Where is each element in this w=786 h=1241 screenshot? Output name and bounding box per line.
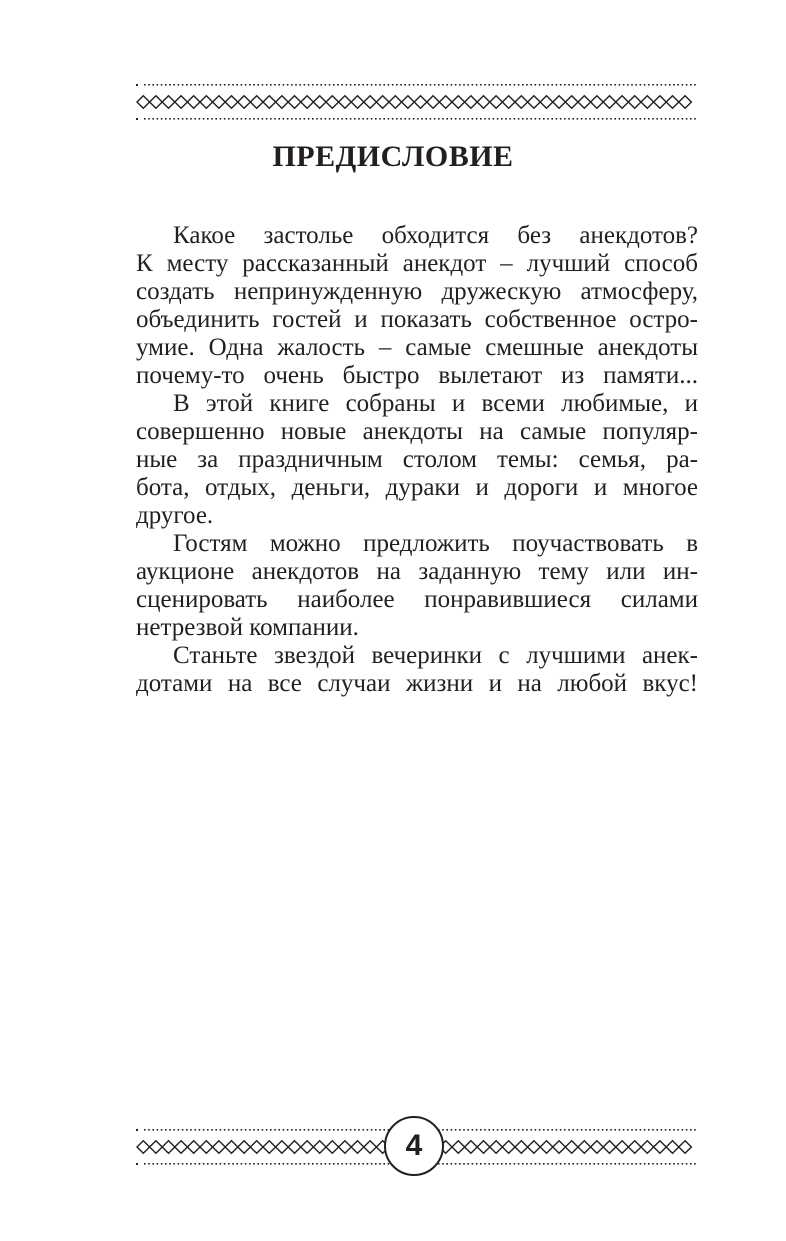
text-line: В этой книге собраны и всеми любимые, и [173, 390, 698, 417]
paragraph-3 [136, 530, 698, 642]
text-line: нетрезвой компании. [136, 614, 359, 641]
paragraph-1 [136, 222, 698, 390]
text-line: совершенно новые анекдоты на самые популяр- [136, 418, 698, 445]
page-number-badge [384, 1116, 444, 1176]
text-line: сценировать наиболее понравившиеся силами [136, 586, 698, 613]
text-line: создать непринужденную дружескую атмосферу, [136, 278, 698, 305]
text-line: К месту рассказанный анекдот – лучший способ [136, 250, 698, 277]
paragraph-4 [136, 642, 698, 698]
text-line: другое. [136, 502, 214, 529]
text-line: Станьте звездой вечеринки с лучшими анек- [173, 642, 698, 669]
text-line: дотами на все случаи жизни и на любой вкус! [136, 670, 698, 697]
top-ornament-border [136, 80, 698, 124]
page-number: 4 [405, 1129, 423, 1162]
text-line: бота, отдых, деньги, дураки и дороги и многое [136, 474, 698, 501]
diamond-chain-icon [136, 80, 698, 124]
text-line: аукционе анекдотов на заданную тему или ин- [136, 558, 698, 585]
text-line: Какое застолье обходится без анекдотов? [173, 222, 698, 249]
text-line: Гостям можно предложить поучаствовать в [173, 530, 698, 557]
text-line: ные за праздничным столом темы: семья, ра- [136, 446, 698, 473]
preface-text [136, 222, 698, 698]
text-line: объединить гостей и показать собственное остро- [136, 306, 698, 333]
text-line: умие. Одна жалость – самые смешные анекдоты [136, 334, 698, 361]
page-title: ПРЕДИСЛОВИЕ [272, 140, 514, 173]
paragraph-2 [136, 390, 698, 530]
text-line: почему-то очень быстро вылетают из памяти... [136, 362, 698, 389]
